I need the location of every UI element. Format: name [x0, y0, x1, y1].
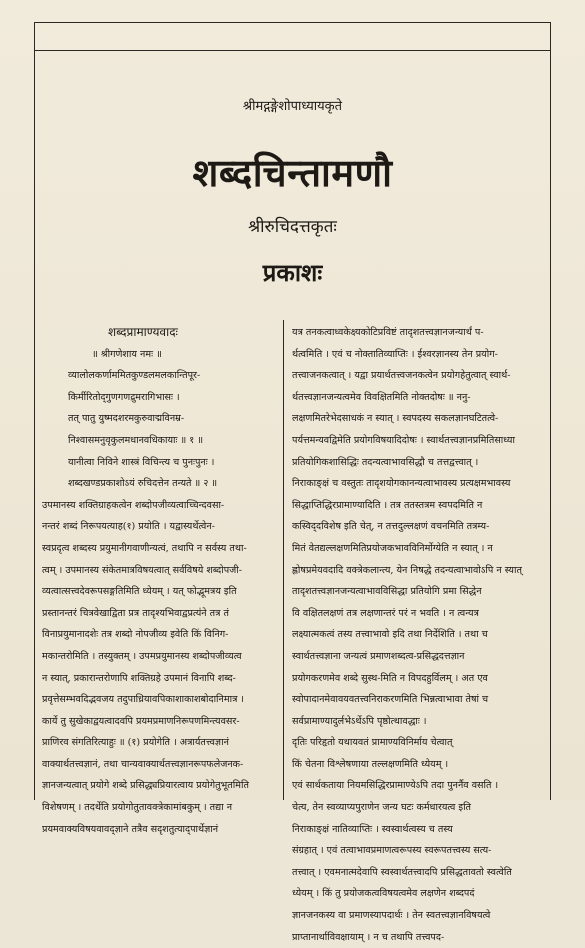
text-line: सर्वप्रामाण्यादुर्लभेऽर्थेऽपि पृष्ठोत्थावद्धाः । [292, 715, 427, 727]
right-column [292, 322, 546, 948]
text-line: यत्र तनकत्वाध्वकेक्ष्यकोटिप्रविष्टं तादृशतत्त्वज्ञानजन्यार्थं प- [292, 327, 484, 338]
text-line: स्वार्थतत्त्वज्ञाना जन्यत्वं प्रमाणशब्दत्व-प्रसिद्धदत्तज्ञान [292, 650, 465, 662]
text-line: संग्रहात् । एवं तत्वाभावप्रमाणत्वरूपस्य स्वरूपतत्त्वस्य सत्य- [292, 845, 492, 857]
text-line: र्थतत्त्वज्ञानजन्यत्वमेव विवक्षितमिति नोक्तदोषः ॥ ननु- [292, 391, 471, 403]
text-line: चेत्य, तेन स्वव्याप्यपुराणेन जन्य घटः कर्मधारयत्व इति [292, 802, 472, 814]
text-line: मितं वेतद्यल्लक्षणमितिप्रयोजकभावविनिर्मोग्येति न स्यात् । न [292, 542, 493, 554]
text-line: प्राणिरव संगतिरित्याहुः ॥ (१) प्रयोगेति । अत्रार्यतत्त्वज्ञानं [42, 737, 229, 749]
commentary-title: प्रकाशः [262, 259, 323, 287]
verse-block [42, 365, 278, 495]
text-line: न स्यात्, प्रकारान्तरोणापि शक्तिग्रहे उपमानं विनापि शब्द- [42, 672, 236, 684]
left-border-rule [34, 22, 35, 800]
text-line: मकान्तरोमिति । तस्युक्तम् । उपमप्रयुमानस्य शब्दोपजीव्यत्व [42, 650, 242, 662]
left-column [42, 322, 278, 840]
right-border-rule [550, 22, 551, 800]
text-line: सिद्धाप्तिद्धिरप्रामाण्यादिति । तत्र ततस्तत्रम स्वपदमिति न [292, 499, 483, 511]
text-line: लक्ष्यात्मकत्वं तस्य तत्त्वाभावो इदि तथा निर्देशिति । तथा च [292, 629, 488, 641]
text-line: किं चेतना विश्लेषणाया तल्लक्षणमिति ध्येयम् । [292, 758, 449, 770]
verse-line: निश्वासमनुवृकुलमधानवधिकायाः ॥ १ ॥ [68, 434, 204, 446]
text-line: स्वप्रदृत्व शब्दस्य प्रयुमानीगवाणीन्यत्वं, तथापि न सर्वस्य तथा- [42, 542, 247, 554]
text-line: नन्तरं शब्दं निरूपयत्याह(१) प्रयोति । यद्वास्यर्थेत्वेन- [42, 521, 215, 533]
verse-line: व्यालोलकर्णाममितकुण्डलमलकान्तिपूर- [68, 370, 201, 382]
text-line: तत्त्वाजनकत्वात् । यद्वा प्रयार्थतत्त्वजनकत्वेन प्रयोगहेतुत्वात् स्वार्थ- [292, 370, 511, 382]
text-line: विशेषणम् । तदर्थेति प्रयोगोतुतावक्त्रेकामांबकुम् । तद्या न [42, 802, 233, 814]
text-line: प्रस्तानन्तरं चित्रवेखाद्विता प्रत्र तादृश्यभिवाद्वप्रत्य॑ने तत्र तं [42, 607, 229, 619]
text-line: ध्येयम् । किं तु प्रयोजकत्वविषयत्वमेव लक्षणेन शब्दपदं [292, 888, 475, 900]
text-line: एवं सार्थकताया नियमसिद्धिरप्रामाण्येऽपि तदा पुनर्नैव वसति । [292, 780, 499, 792]
text-line: दृतिः परिहृतो यथायवतं प्रामाण्यविनिर्माय चेत्वात् [292, 737, 453, 749]
text-line: लक्षणमितरेभेदसाधकं न स्यात् । स्वपदस्य सकलज्ञानघटितत्वे- [292, 413, 499, 425]
text-line: प्रयमवाक्यविषयवावद्ज्ञाने तत्रैव सदृशतुत्याद्‌पार्थेज्ञानं [42, 823, 219, 835]
top-inner-rule [34, 50, 551, 51]
text-line: तत्त्वात् । एवमनात्मदेवापि स्वस्वार्थतत्त्वादपि प्रसिद्धतावतो स्वत्वेति [292, 866, 512, 878]
text-line: र्थत्वमिति । एवं च नोक्तातिव्याप्तिः । ईश्वरज्ञानस्य तेन प्रयोग- [292, 348, 498, 360]
text-line: स्वोपादानमेवावयवतत्त्वनिराकरणमिति भिन्नत्वाभावा तेषां च [292, 694, 489, 706]
text-line: निराकाङ्क्षं नातिव्याप्तिः । स्वस्वार्थत्वस्य च तस्य [292, 823, 453, 835]
text-line: प्राप्तानार्थाविवक्षायाम् । न च तथापि तत्त्वपद- [292, 931, 445, 943]
column-divider [283, 320, 284, 800]
text-line: कस्विद्‌दविशेष इति चेत्, न तत्तदुल्लक्षणं वचनमिति तत्रम्य- [292, 521, 490, 533]
text-line: व्यत्वात्सत्त्वदेवरूपसङ्गतिमिति ध्येयम् । यत् फोद्भूमत्रय इति [42, 586, 237, 598]
text-line: प्रवृत्तेसम्भवदिद्भवजय तदुपाध्रियावपिकाशाकाशबोदानिमात्र । [42, 694, 245, 706]
prose-block-left [42, 495, 278, 841]
text-line: उपमानस्य शक्तिग्राहकत्वेन शब्दोपजीव्यत्वाच्चिन्दवसा- [42, 499, 225, 511]
section-heading: शब्दप्रामाण्यवादः [108, 325, 178, 339]
title-byline: श्रीमद्गङ्गेशोपाध्यायकृते [242, 99, 343, 114]
text-line: कार्ये तु सुखेकाद्वयत्वादवपि प्रयमप्रमाणनिरूपणमिन्त्यवसर- [42, 715, 240, 727]
verse-line: तत् पातु युष्मदशरमकुरुवाद्मविनम्र- [68, 413, 185, 425]
text-line: पर्यत्तमन्यवद्विमेति प्रयोगविषयादिदोषः । स्वार्थतत्त्वज्ञानप्रमितिसाध्या [292, 434, 515, 446]
text-line: त्वम् । उपमानस्य संकेतमात्रविषयत्वात् सर्वविषये शब्दोपजी- [42, 564, 242, 576]
top-border-rule [34, 22, 551, 23]
invocation: ॥ श्रीगणेशाय नमः ॥ [92, 348, 162, 360]
text-line: विनाप्रयुमानादशेः तत्र शब्दो नोपजीव्य इवेति किं विनिग- [42, 629, 229, 641]
text-line: ज्ञानजनकस्य वा प्रमाणस्यापदार्थः । तेन स्वतत्त्वज्ञानविषयत्वे [292, 910, 491, 922]
text-line: प्रयोगकरणमेव शब्दे सुस्थ-मिति न विपदहुर्विलम् । अत एव [292, 672, 488, 684]
text-line: ज्ञानजन्यत्वात् प्रयोगे शब्दे प्रसिद्ध्यप्रियारत्वाय प्रयोगेतुभूतमिति [42, 780, 249, 792]
text-line: तादृशतत्त्वज्ञानजन्यत्वाभावविसिद्धा प्रतियोगि प्रमा सिद्धेन [292, 586, 482, 598]
verse-line: किर्मीरितोद्‌गुणगणद्रुमरागिभासः । [68, 391, 180, 403]
text-line: निराकाङ्क्षं च वस्तुतः तादृशयोगकानन्यत्वाभावस्य प्रत्यक्षमभावस्य [292, 478, 511, 490]
page-title: शब्दचिन्तामणौ [192, 151, 393, 195]
text-line: प्रतियोगिकशासिद्धिः तदन्यत्वाभावसिद्धौ च तत्तद्वत्त्वात् । [292, 456, 479, 468]
text-line: ह्लोषप्रमेयवदादि वक्त्रेकलान्त्य, येन निषद्धे तदन्यत्वाभावोऽपि न स्यात् [292, 564, 522, 576]
verse-line: यानीत्वा निविने शास्त्रं विचिन्त्य च पुनःपुनः । [68, 456, 215, 468]
verse-line: शब्दखण्डप्रकाशोऽयं रुचिदत्तेन तन्यते ॥ २ ॥ [68, 478, 218, 490]
commentary-author: श्रीरुचिदत्तकृतः [248, 217, 337, 237]
text-line: वाक्यार्थतत्त्वज्ञानं, तथा चान्यवाक्यार्थतत्त्वज्ञानरूपफलेजनक- [42, 758, 244, 770]
text-line: वि वक्षितलक्षणं तत्र लक्षणान्तरं परं न भवति । न त्वन्यत्र [292, 607, 479, 619]
